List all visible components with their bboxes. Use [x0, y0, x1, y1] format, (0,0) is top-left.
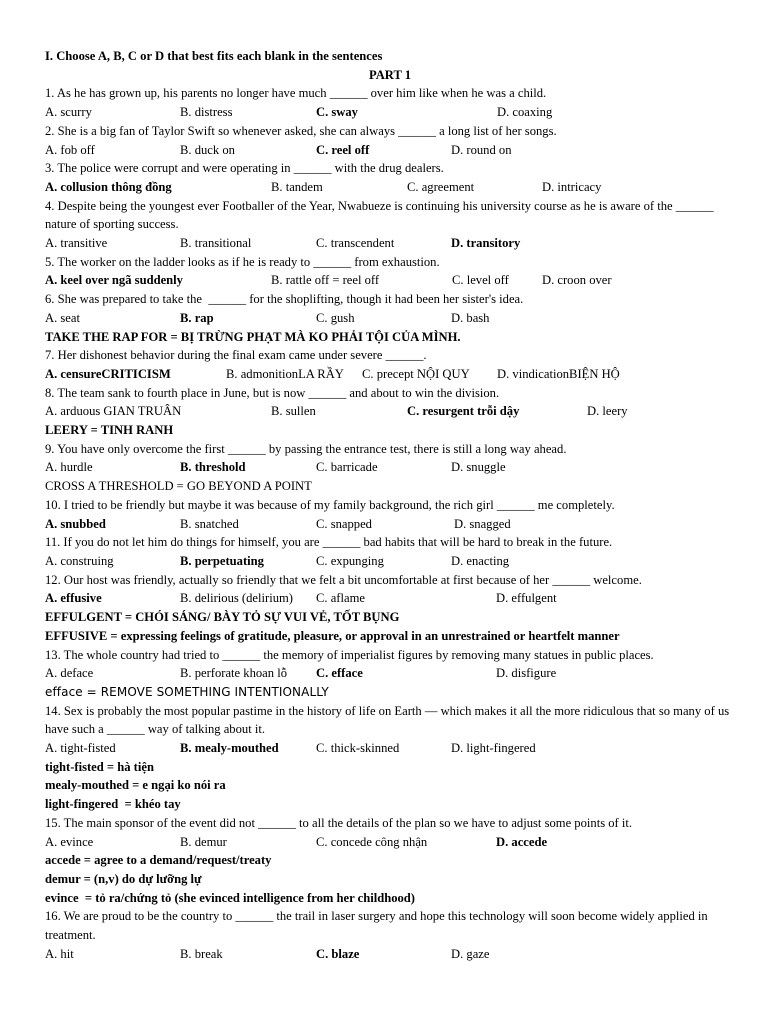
option-a: A. transitive: [45, 236, 108, 251]
option-d: D. light-fingered: [451, 741, 536, 756]
option-b: B. demur: [180, 834, 227, 849]
question-7: 7. Her dishonest behavior during the final exam came under severe ______.: [45, 348, 427, 363]
option-b: B. perforate khoan lỗ: [180, 666, 288, 681]
option-a-answer: A. keel over ngã suddenly: [45, 273, 183, 288]
option-a: A. deface: [45, 666, 94, 681]
option-a: A. evince: [45, 834, 94, 849]
option-c: C. expunging: [316, 553, 384, 568]
option-b-answer: B. threshold: [180, 460, 246, 475]
option-c-answer: C. reel off: [316, 142, 370, 157]
option-a-answer: A. effusive: [45, 591, 102, 606]
question-2: 2. She is a big fan of Taylor Swift so whenever asked, she can always ______ a long list of her songs.: [45, 123, 557, 138]
option-a-answer: A. snubbed: [45, 516, 106, 531]
option-d: D. coaxing: [497, 105, 553, 120]
options-1: [45, 103, 735, 122]
option-d: D. croon over: [542, 273, 612, 288]
question-6: 6. She was prepared to take the ______ for the shoplifting, though it had been her sister's idea.: [45, 292, 524, 307]
option-a: A. hurdle: [45, 460, 93, 475]
options-4: [45, 234, 735, 253]
option-b: B. admonitionLA RẦY: [226, 366, 344, 381]
option-b: B. break: [180, 946, 223, 961]
option-c: C. precept NỘI QUY: [362, 366, 470, 381]
question-13: 13. The whole country had tried to ______ the memory of imperialist figures by removing many statues in public places.: [45, 647, 654, 662]
option-d: D. enacting: [451, 553, 510, 568]
question-10: 10. I tried to be friendly but maybe it was because of my family background, the rich girl ______ me completely.: [45, 497, 615, 512]
option-a: A. arduous GIAN TRUÂN: [45, 404, 182, 419]
option-b-answer: B. perpetuating: [180, 553, 264, 568]
question-4: 4. Despite being the youngest ever Footballer of the Year, Nwabueze is continuing his university course as he is aware of the ______ nature of sporting success.: [45, 198, 714, 232]
option-c: C. agreement: [407, 179, 475, 194]
option-b: B. rattle off = reel off: [271, 273, 380, 288]
question-8: 8. The team sank to fourth place in June, but is now ______ and about to win the division.: [45, 385, 500, 400]
note-9: CROSS A THRESHOLD = GO BEYOND A POINT: [45, 479, 312, 494]
option-c: C. aflame: [316, 591, 365, 606]
question-1: 1. As he has grown up, his parents no longer have much ______ over him like when he was a child.: [45, 86, 547, 101]
option-a: A. scurry: [45, 105, 92, 120]
note-14c: light-fingered = khéo tay: [45, 797, 181, 812]
question-12: 12. Our host was friendly, actually so friendly that we felt a bit uncomfortable at first because of her ______ welcome.: [45, 572, 642, 587]
note-15a: accede = agree to a demand/request/treaty: [45, 853, 272, 868]
option-d-answer: D. transitory: [451, 236, 521, 251]
option-d: D. round on: [451, 142, 512, 157]
option-c-answer: C. resurgent trỗi dậy: [407, 404, 520, 419]
part-title: PART 1: [368, 67, 412, 82]
option-a-answer: A. collusion thông đồng: [45, 179, 172, 194]
options-15: [45, 833, 735, 852]
option-b: B. distress: [180, 105, 233, 120]
note-12b: EFFUSIVE = expressing feelings of gratitude, pleasure, or approval in an unrestrained or heartfelt manner: [45, 628, 620, 643]
question-14: 14. Sex is probably the most popular pastime in the history of life on Earth — which makes it all the more ridiculous that so many of us have such a ______ way of talking about it.: [45, 703, 730, 737]
note-14b: mealy-mouthed = e ngại ko nói ra: [45, 778, 226, 793]
note-14a: tight-fisted = hà tiện: [45, 759, 154, 774]
option-d: D. leery: [587, 404, 628, 419]
section-heading: I. Choose A, B, C or D that best fits each blank in the sentences: [45, 49, 383, 63]
question-3: 3. The police were corrupt and were operating in ______ with the drug dealers.: [45, 161, 444, 176]
option-a: A. seat: [45, 310, 80, 325]
options-11: [45, 552, 735, 571]
option-d: D. bash: [451, 310, 490, 325]
option-c: C. barricade: [316, 460, 378, 475]
option-b: B. transitional: [180, 236, 252, 251]
option-d: D. vindicationBIỆN HỘ: [497, 366, 620, 381]
option-a: A. construing: [45, 553, 114, 568]
option-c: C. level off: [452, 273, 509, 288]
question-15: 15. The main sponsor of the event did not ______ to all the details of the plan so we have to adjust some points of it.: [45, 815, 633, 830]
options-10: [45, 515, 735, 534]
note-15c: evince = tỏ ra/chứng tỏ (she evinced intelligence from her childhood): [45, 890, 416, 905]
question-5: 5. The worker on the ladder looks as if he is ready to ______ from exhaustion.: [45, 254, 440, 269]
worksheet: [45, 47, 735, 963]
note-12a: EFFULGENT = CHÓI SÁNG/ BÀY TỎ SỰ VUI VẺ, TỐT BỤNG: [45, 610, 400, 625]
options-2: [45, 141, 735, 160]
option-d: D. disfigure: [496, 666, 557, 681]
options-8: [45, 402, 735, 421]
options-6: [45, 309, 735, 328]
option-c: C. gush: [316, 310, 355, 325]
note-8: LEERY = TINH RANH: [45, 423, 174, 438]
option-b: B. duck on: [180, 142, 235, 157]
option-a: A. fob off: [45, 142, 95, 157]
options-16: [45, 945, 735, 964]
option-b: B. tandem: [271, 179, 323, 194]
option-b: B. sullen: [271, 404, 316, 419]
options-7: [45, 365, 735, 384]
note-6: TAKE THE RAP FOR = BỊ TRỪNG PHẠT MÀ KO PHẢI TỘI CỦA MÌNH.: [45, 329, 461, 344]
option-c-answer: C. sway: [316, 105, 358, 120]
option-d: D. effulgent: [496, 591, 557, 606]
option-b-answer: B. mealy-mouthed: [180, 741, 279, 756]
option-c: C. thick-skinned: [316, 741, 400, 756]
note-15b: demur = (n,v) do dự lưỡng lự: [45, 871, 202, 886]
question-9: 9. You have only overcome the first ______ by passing the entrance test, there is still a long way ahead.: [45, 441, 567, 456]
question-11: 11. If you do not let him do things for himself, you are ______ bad habits that will be hard to break in the future.: [45, 535, 613, 550]
options-9: [45, 458, 735, 477]
option-d: D. snagged: [454, 516, 511, 531]
option-d-answer: D. accede: [496, 834, 548, 849]
option-a-answer: A. censureCRITICISM: [45, 366, 171, 381]
options-14: [45, 739, 735, 758]
options-3: [45, 178, 735, 197]
options-13: [45, 664, 735, 683]
option-c-answer: C. efface: [316, 666, 363, 681]
option-c: C. snapped: [316, 516, 372, 531]
option-b-answer: B. rap: [180, 310, 214, 325]
option-c: C. concede công nhận: [316, 834, 428, 849]
options-5: [45, 271, 735, 290]
options-12: [45, 589, 735, 608]
option-b: B. delirious (delirium): [180, 591, 293, 606]
option-a: A. hit: [45, 946, 74, 961]
note-13: efface = REMOVE SOMETHING INTENTIONALLY: [45, 684, 329, 699]
option-c: C. transcendent: [316, 236, 395, 251]
option-a: A. tight-fisted: [45, 741, 116, 756]
option-b: B. snatched: [180, 516, 239, 531]
question-16: 16. We are proud to be the country to ______ the trail in laser surgery and hope this technology will soon become widely applied in treatment.: [45, 909, 708, 943]
option-d: D. gaze: [451, 946, 490, 961]
option-d: D. intricacy: [542, 179, 602, 194]
option-c-answer: C. blaze: [316, 946, 360, 961]
option-d: D. snuggle: [451, 460, 506, 475]
